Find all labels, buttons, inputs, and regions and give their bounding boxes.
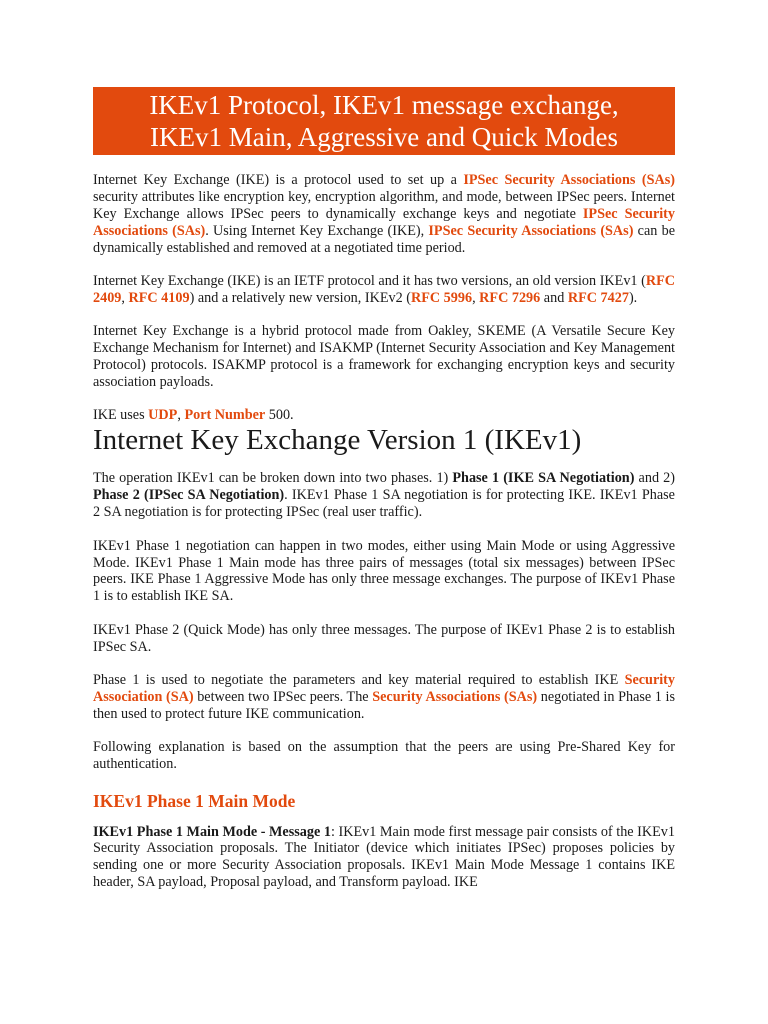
phase2-paragraph: IKEv1 Phase 2 (Quick Mode) has only three messages. The purpose of IKEv1 Phase 2 is to establish IPSec SA. [93,621,675,655]
text: Phase 1 is used to negotiate the parameters and key material required to establish IKE [93,672,625,689]
text: and [540,289,568,306]
intro-paragraph [93,172,675,257]
text: Internet Key Exchange (IKE) is an IETF protocol and it has two versions, an old version IKEv1 ( [93,273,646,290]
text: , [121,289,129,306]
article-body [93,172,675,908]
rfc-2409-link[interactable]: RFC 2409 [93,273,675,306]
text: can be dynamically established and removed at a negotiated time period. [93,222,675,256]
text: IKE uses [93,407,149,424]
text: . IKEv1 Phase 1 SA negotiation is for protecting IKE. IKEv1 Phase 2 SA negotiation is for protecting IPSec (real user traffic). [93,487,675,521]
phase1-purpose-paragraph [93,672,675,723]
main-mode-message1-paragraph [93,824,675,892]
text: security attributes like encryption key, encryption algorithm, and mode, between IPSec peers. Internet Key Exchange allows IPSec peers to dynamically exchange keys and negotiate [93,188,675,222]
rfc-7296-link[interactable]: RFC 7296 [479,289,541,306]
text: 500. [265,407,294,424]
text: The operation IKEv1 can be broken down into two phases. 1) [93,470,453,487]
bold-text: IKEv1 Phase 1 Main Mode - Message 1 [93,823,331,840]
ipsec-sa-link[interactable]: IPSec Security Associations (SAs) [463,172,675,188]
section-heading-ikev1: Internet Key Exchange Version 1 (IKEv1) [93,424,582,457]
ipsec-sa-link[interactable]: IPSec Security Associations (SAs) [93,205,675,239]
ipsec-sa-link[interactable]: IPSec Security Associations (SAs) [428,222,634,239]
security-associations-link[interactable]: Security Associations (SAs) [372,688,538,705]
rfc-7427-link[interactable]: RFC 7427 [567,289,629,306]
text: between two IPSec peers. The [193,688,373,705]
port-paragraph [93,407,675,424]
text: : IKEv1 Main mode first message pair consists of the IKEv1 Security Association proposals. The Initiator (device which initiates IPSec) proposes policies by sending one or more Security Association proposals. IKEv1 Main Mode Message 1 contains IKE header, SA payload, Proposal payload, and Transform payload. IKE [93,823,675,891]
phases-paragraph [93,470,675,521]
text: . Using Internet Key Exchange (IKE), [205,222,429,239]
text: , [472,289,480,306]
bold-text: Phase 1 (IKE SA Negotiation) [452,470,635,487]
title-banner [93,87,675,155]
text: negotiated in Phase 1 is then used to protect future IKE communication. [93,688,675,722]
port-number-link[interactable]: Port Number [184,407,266,424]
rfc-5996-link[interactable]: RFC 5996 [410,289,473,306]
text: ) and a relatively new version, IKEv2 ( [189,289,411,306]
section-heading-main-mode: IKEv1 Phase 1 Main Mode [93,790,296,811]
rfc-4109-link[interactable]: RFC 4109 [128,289,190,306]
title-line-1: IKEv1 Protocol, IKEv1 message exchange, [149,90,619,120]
psk-assumption-paragraph: Following explanation is based on the assumption that the peers are using Pre-Shared Key for authentication. [93,739,675,773]
bold-text: Phase 2 (IPSec SA Negotiation) [93,487,285,504]
title-line-2: IKEv1 Main, Aggressive and Quick Modes [150,122,618,152]
phase1-modes-paragraph: IKEv1 Phase 1 negotiation can happen in two modes, either using Main Mode or using Aggressive Mode. IKEv1 Phase 1 Main mode has three pairs of messages (total six messages) between IPSec peers. IKE Phase 1 Aggressive Mode has only three message exchanges. The purpose of IKEv1 Phase 1 is to establish IKE SA. [93,537,675,605]
text: and 2) [634,470,675,487]
security-association-link[interactable]: Security Association (SA) [93,672,675,705]
text: ). [628,289,638,306]
udp-link[interactable]: UDP [148,407,178,424]
text: , [177,407,185,424]
versions-paragraph [93,273,675,307]
text: Internet Key Exchange (IKE) is a protocol used to set up a [93,172,464,188]
hybrid-protocol-paragraph: Internet Key Exchange is a hybrid protocol made from Oakley, SKEME (A Versatile Secure Key Exchange Mechanism for Internet) and ISAKMP (Internet Security Association and Key Management Protocol) protocols. ISAKMP protocol is a framework for exchanging encryption keys and security association payloads. [93,323,675,391]
